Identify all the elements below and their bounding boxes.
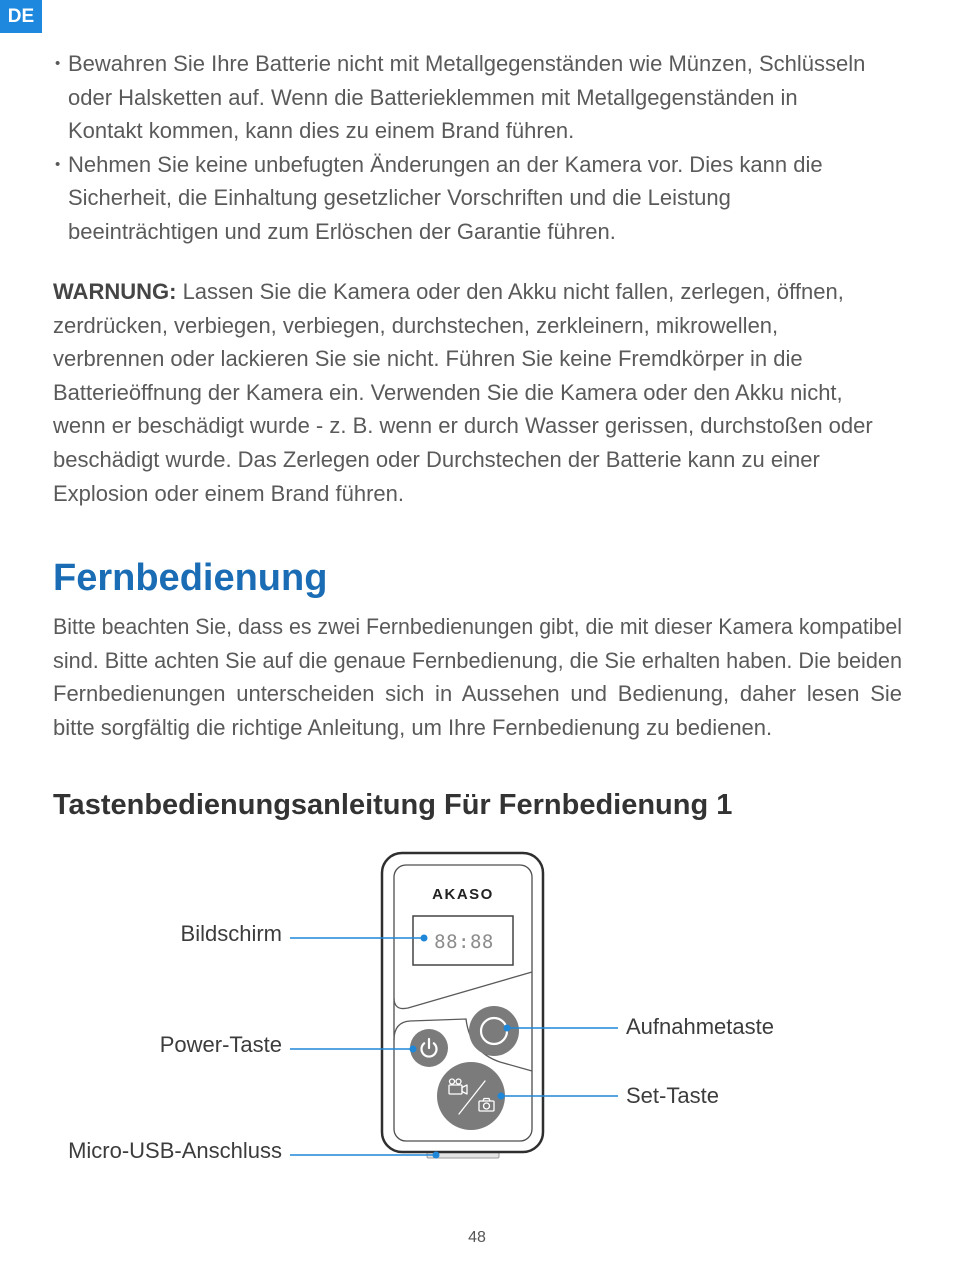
label-set: Set-Taste [626,1083,719,1108]
list-item [53,47,902,148]
section-intro [53,610,902,744]
leader-dot-screen [421,935,428,942]
text-line: Explosion oder einem Brand führen. [53,480,404,506]
set-button [437,1062,505,1130]
warning-label: WARNUNG: [53,279,177,304]
text-line: zerdrücken, verbiegen, verbiegen, durchstechen, zerkleinern, mikrowellen, [53,312,779,338]
screen-digits: 88:88 [434,931,494,953]
text-line: sind. Bitte achten Sie auf die genaue Fernbedienung, die Sie erhalten haben. Die beiden [53,647,902,673]
text-line: Bitte beachten Sie, dass es zwei Fernbedienungen gibt, die mit dieser Kamera kompatibel [53,614,902,639]
label-usb: Micro-USB-Anschluss [68,1138,282,1163]
text-line: Sicherheit, die Einhaltung gesetzlicher Vorschriften und die Leistung [68,185,731,211]
leader-dot-set [498,1093,505,1100]
page-number: 48 [468,1229,486,1246]
bullet-glyph: • [55,55,61,72]
text-line: verbrennen oder lackieren Sie sie nicht. Führen Sie keine Fremdkörper in die [53,346,803,372]
text-line: Batterieöffnung der Kamera ein. Verwenden Sie die Kamera oder den Akku nicht, [53,379,843,405]
brand-logo: AKASO [432,886,494,903]
leader-dot-usb [433,1152,440,1159]
text-line: bitte sorgfältig die richtige Anleitung, um Ihre Fernbedienung zu bedienen. [53,714,773,740]
subsection-title: Tastenbedienungsanleitung Für Fernbedienung 1 [53,789,733,821]
text-line: oder Halsketten auf. Wenn die Batterieklemmen mit Metallgegenständen in [68,84,798,110]
safety-bullet-list [53,47,902,249]
bullet-glyph: • [55,155,61,173]
label-screen: Bildschirm [180,921,282,946]
leader-dot-power [410,1046,417,1053]
text-line: Bewahren Sie Ihre Batterie nicht mit Metallgegenständen wie Münzen, Schlüsseln [68,51,866,76]
leader-dot-record [504,1025,511,1032]
text-line: Fernbedienungen unterscheiden sich in Aussehen und Bedienung, daher lesen Sie [53,681,902,707]
record-button [469,1006,519,1056]
label-record: Aufnahmetaste [626,1014,774,1039]
section-title: Fernbedienung [53,557,328,599]
text-line: Nehmen Sie keine unbefugten Änderungen an der Kamera vor. Dies kann die [68,151,823,177]
warning-paragraph [53,275,902,510]
text-line: beschädigt wurde. Das Zerlegen oder Durchstechen der Batterie kann zu einer [53,446,820,472]
text-line: WARNUNG: Lassen Sie die Kamera oder den Akku nicht fallen, zerlegen, öffnen, [53,279,844,304]
text-line: Kontakt kommen, kann dies zu einem Brand führen. [68,118,575,144]
text-line: wenn er beschädigt wurde - z. B. wenn er durch Wasser gerissen, durchstoßen oder [53,413,873,439]
label-power: Power-Taste [159,1032,282,1057]
remote-diagram [0,840,954,1170]
text-line: beeinträchtigen und zum Erlöschen der Garantie führen. [68,218,616,244]
list-item [53,148,902,249]
language-badge: DE [0,0,42,33]
